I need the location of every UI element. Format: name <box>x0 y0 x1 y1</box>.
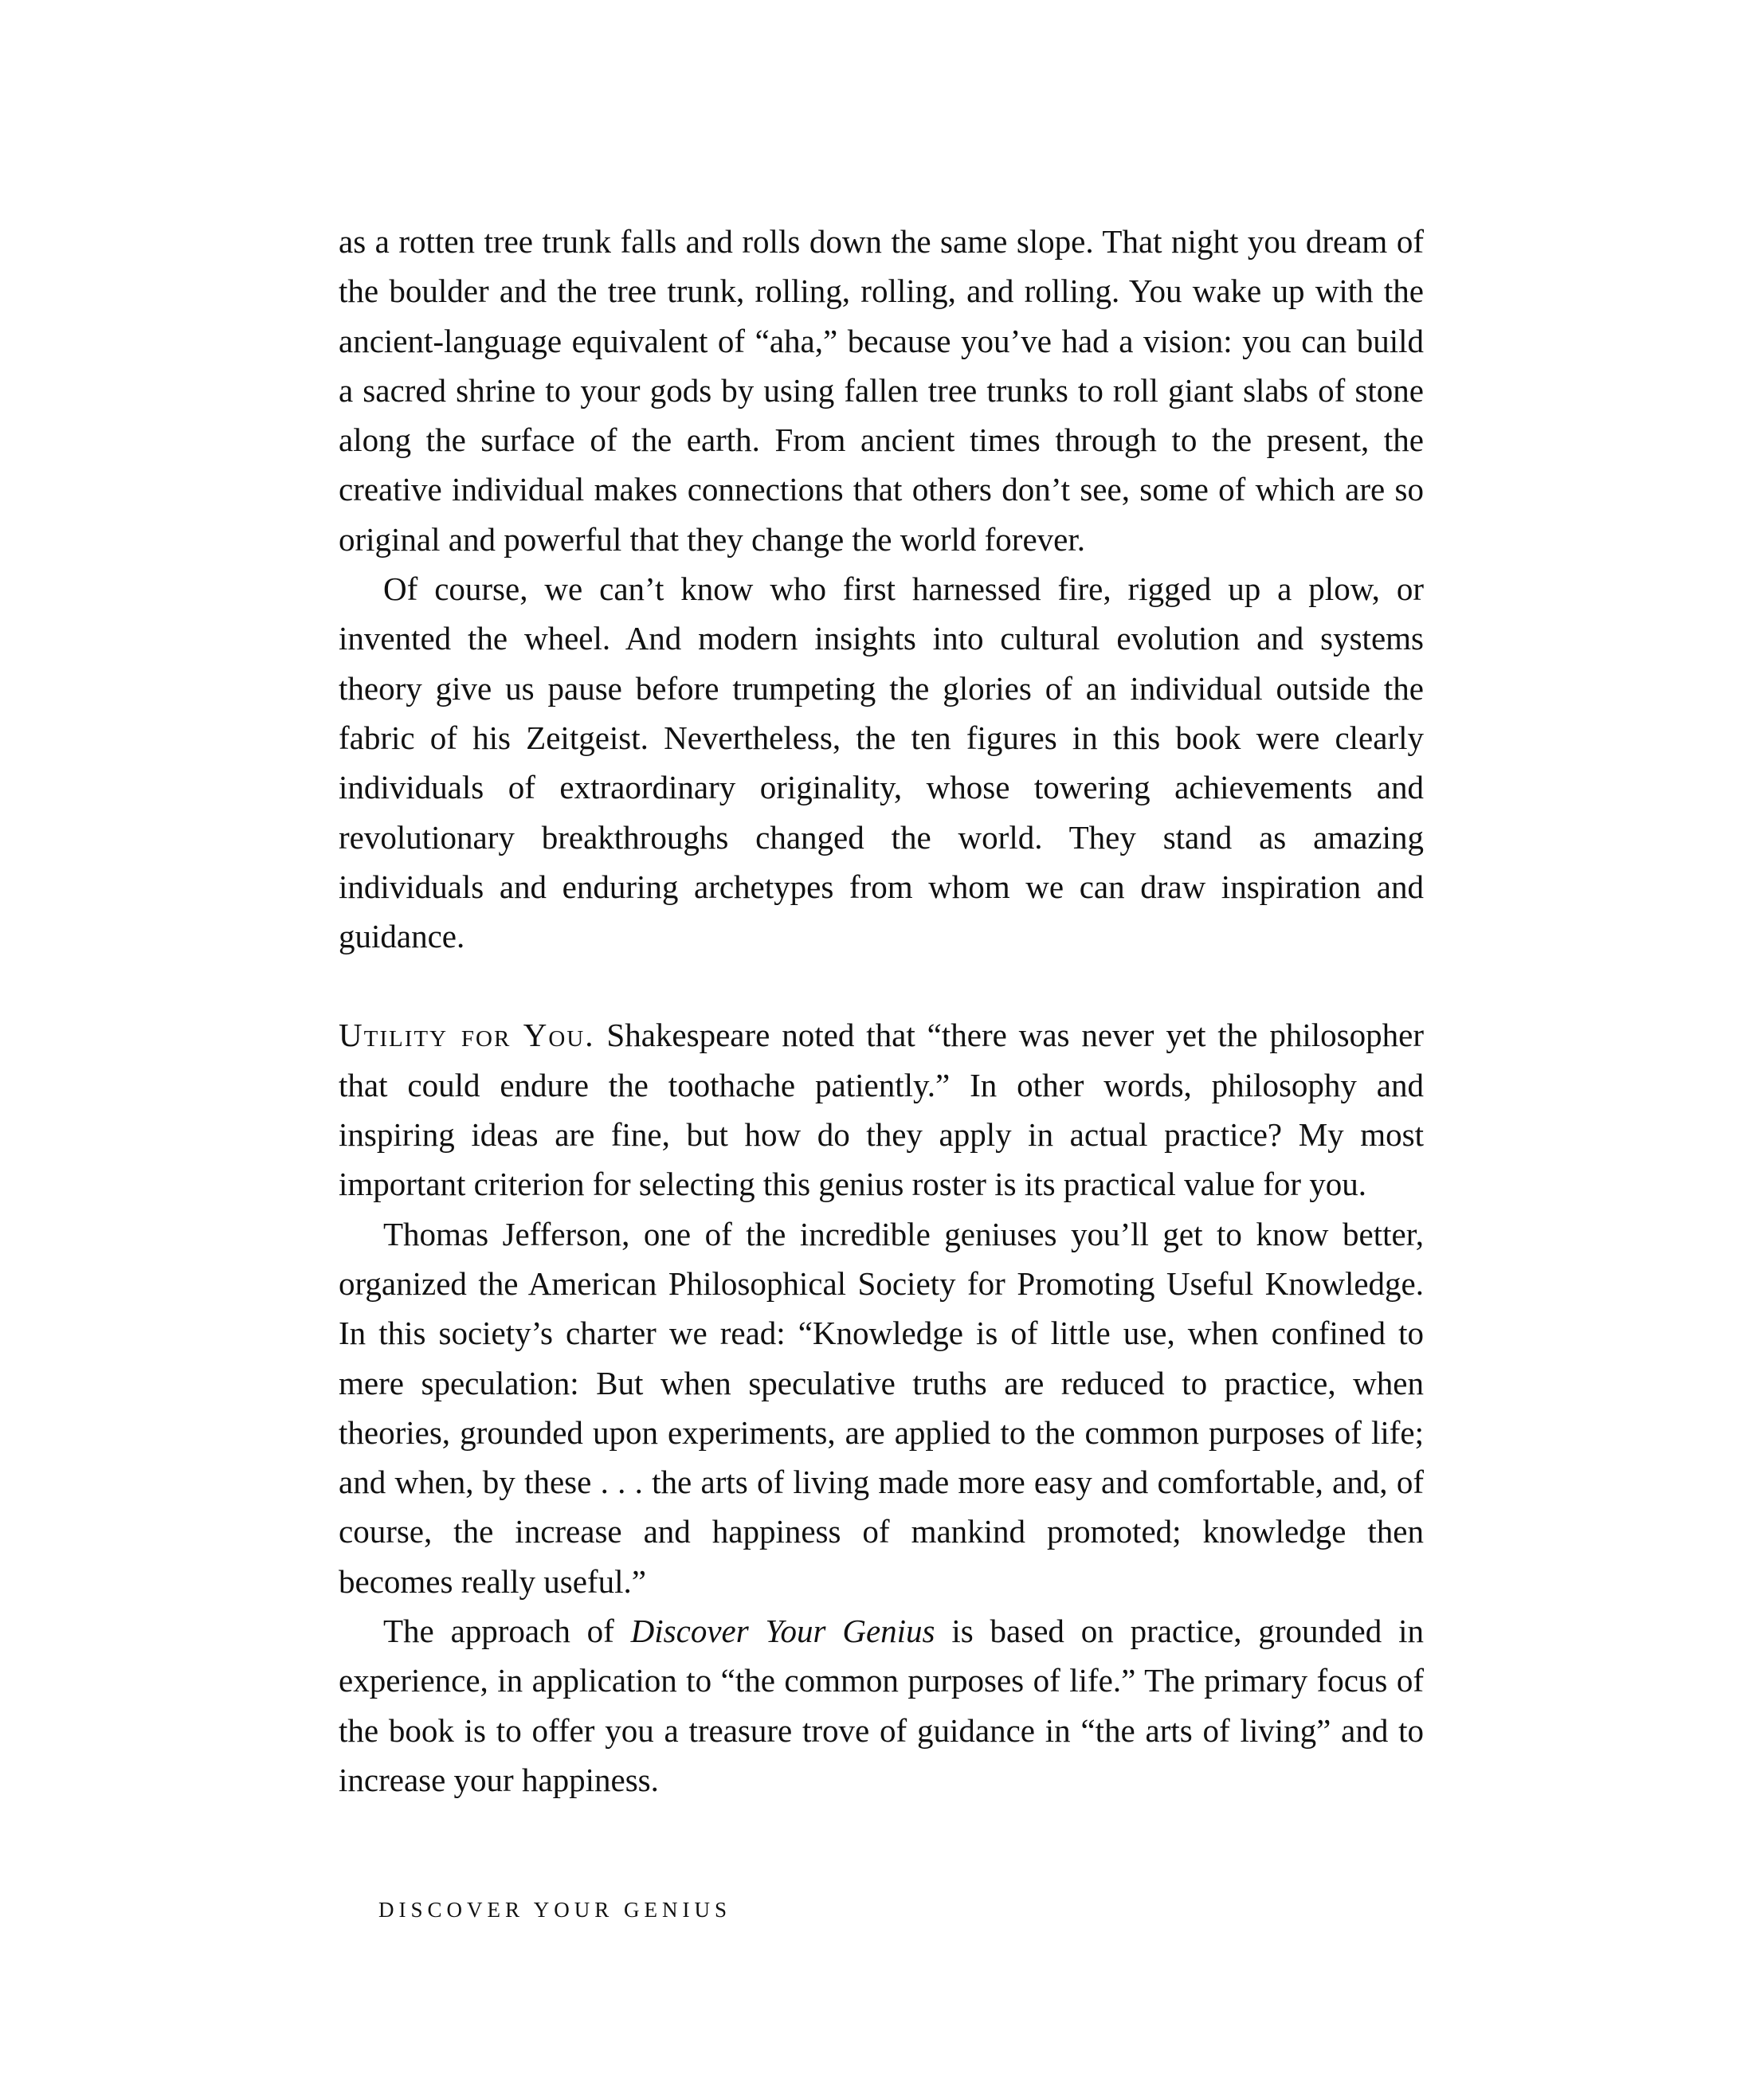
body-text <box>339 217 1424 1805</box>
book-title: Discover Your Genius <box>630 1613 935 1650</box>
paragraph-5-start: The approach of <box>383 1613 631 1650</box>
paragraph-4: Thomas Jefferson, one of the incredible geniuses you’ll get to know better, organized the American Philosophical Society for Promoting Useful Knowledge. In this society’s charter we read: “Knowledge is of little use, when confined to mere speculation: But when speculative truths are reduced to practice, when theories, grounded upon experiments, are applied to the common purposes of life; and when, by these . . . the arts of living made more easy and comfortable, and, of course, the increase and happiness of mankind promoted; knowledge then becomes really useful.” <box>339 1215 1424 1600</box>
paragraph-2: Of course, we can’t know who first harnessed fire, rigged up a plow, or invented the wheel. And modern insights into cultural evolution and systems theory give us pause before trumpeting the glories of an individual outside the fabric of his Zeitgeist. Nevertheless, the ten figures in this book were clearly individuals of extraordinary originality, whose towering achievements and revolutionary breakthroughs changed the world. They stand as amazing individuals and enduring archetypes from whom we can draw inspiration and guidance. <box>339 570 1424 955</box>
running-footer: DISCOVER YOUR GENIUS <box>378 1898 732 1922</box>
paragraph-5 <box>339 1606 1424 1805</box>
paragraph-1: as a rotten tree trunk falls and rolls down the same slope. That night you dream of the boulder and the tree trunk, rolling, rolling, and rolling. You wake up with the ancient-language equivalent of “aha,” because you’ve had a vision: you can build a sacred shrine to your gods by using fallen tree trunks to roll giant slabs of stone along the surface of the earth. From ancient times through to the present, the creative individual makes connections that others don’t see, some of which are so original and powerful that they change the world forever. <box>339 223 1424 558</box>
paragraph-3-text: Shakespeare noted that “there was never yet the philosopher that could endure the toothache patiently.” In other words, philosophy and inspiring ideas are fine, but how do they apply in actual practice? My most important criterion for selecting this genius roster is its practical value for you. <box>339 1017 1424 1203</box>
paragraph-5-rest: is based on practice, grounded in experience, in application to “the common purposes of life.” The primary focus of the book is to offer you a treasure trove of guidance in “the arts of living” and to increase your happiness. <box>339 1613 1424 1798</box>
section-heading: Utility for You. <box>339 1017 595 1054</box>
paragraph-3 <box>339 1010 1424 1209</box>
